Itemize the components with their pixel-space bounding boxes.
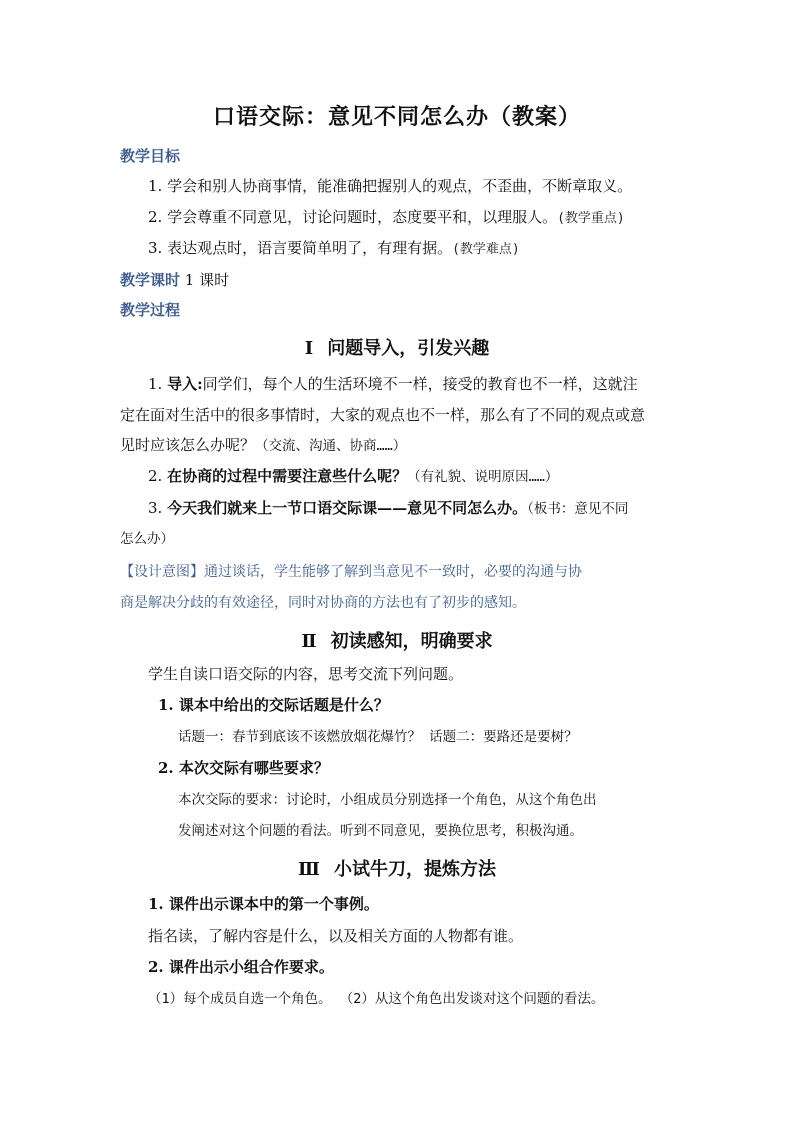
s1-para-1-bold: 导入: (167, 375, 203, 393)
s3-step-1-text: 指名读，了解内容是什么，以及相关方面的人物都有谁。 (148, 927, 524, 945)
goal-item-3-text: 3. 表达观点时，语言要简单明了，有理有据。 (148, 239, 453, 257)
goal-item-2-text: 2. 学会尊重不同意见，讨论问题时，态度要平和，以理服人。 (148, 208, 558, 226)
process-heading: 教学过程 (120, 301, 181, 319)
s1-para-2-num: 2. (148, 467, 163, 485)
s1-para-1-text-1: 同学们，每个人的生活环境不一样，接受的教育也不一样，这就注 (202, 375, 638, 393)
goal-item-3-note: (教学难点) (452, 242, 520, 257)
goal-item-1-text: 1. 学会和别人协商事情，能准确把握别人的观点，不歪曲，不断章取义。 (148, 177, 633, 195)
document-title: 口语交际：意见不同怎么办（教案） (212, 104, 581, 130)
s3-step-1: 1. 课件出示课本中的第一个事例。 (148, 895, 379, 913)
s2-intro: 学生自读口语交际的内容，思考交流下列问题。 (148, 665, 464, 683)
s1-para-3-line-2: 怎么办） (120, 531, 174, 547)
goal-item-2 (148, 207, 625, 229)
design-intent-line-1: 【设计意图】通过谈话，学生能够了解到当意见不一致时，必要的沟通与协 (120, 564, 582, 580)
section-2-heading (0, 627, 794, 653)
goal-item-2-note: (教学重点) (557, 211, 625, 226)
goal-item-3 (148, 238, 520, 260)
s2-answer-2-line-2: 发阐述对这个问题的看法。听到不同意见，要换位思考，积极沟通。 (178, 823, 583, 839)
s3-step-2-text: （1）每个成员自选一个角色。 （2）从这个角色出发谈对这个问题的看法。 (148, 991, 605, 1007)
goal-item-1 (148, 176, 632, 196)
s1-para-3-note-1: （板书：意见不同 (527, 501, 629, 517)
s1-para-3-bold: 今天我们就来上一节口语交际课——意见不同怎么办。 (167, 499, 528, 517)
hours-label: 教学课时 (120, 271, 181, 289)
section-3-title: 小试牛刀，提炼方法 (333, 859, 496, 880)
section-3-heading (0, 855, 794, 881)
s1-para-3-num: 3. (148, 499, 163, 517)
section-2-num: Ⅱ (301, 631, 317, 652)
section-2-title: 初读感知，明确要求 (330, 631, 493, 652)
s1-para-2 (148, 466, 558, 487)
section-1-heading (0, 334, 794, 360)
s1-para-2-bold: 在协商的过程中需要注意些什么呢？ (167, 467, 408, 485)
section-1-title: 问题导入，引发兴趣 (327, 338, 490, 359)
s1-para-1-line-2: 定在面对生活中的很多事情时，大家的观点也不一样，那么有了不同的观点或意 (120, 406, 646, 424)
s1-para-1-num: 1. (148, 375, 163, 393)
teaching-hours (120, 270, 229, 290)
s1-para-1-line-1 (148, 374, 638, 394)
design-intent-line-2: 商是解决分歧的有效途径，同时对协商的方法也有了初步的感知。 (120, 595, 526, 611)
s3-step-2: 2. 课件出示小组合作要求。 (148, 958, 334, 976)
hours-value: 1 课时 (184, 271, 230, 289)
s1-para-1-text-3: 见时应该怎么办呢？ (120, 436, 256, 454)
s2-question-2: 2. 本次交际有哪些要求？ (158, 759, 329, 777)
s1-para-1-note: （交流、沟通、协商……） (255, 438, 407, 454)
s1-para-2-note: （有礼貌、说明原因……） (407, 469, 559, 485)
s2-answer-2-line-1: 本次交际的要求：讨论时，小组成员分别选择一个角色，从这个角色出 (178, 792, 597, 808)
section-1-num: Ⅰ (304, 338, 314, 359)
goals-heading: 教学目标 (120, 147, 181, 165)
s2-answer-1: 话题一：春节到底该不该燃放烟花爆竹？ 话题二：要路还是要树？ (178, 729, 578, 745)
s1-para-3-line-1 (148, 498, 628, 519)
s2-question-1: 1. 课本中给出的交际话题是什么？ (158, 696, 389, 714)
s1-para-1-line-3 (120, 435, 406, 456)
section-3-num: Ⅲ (298, 859, 320, 880)
